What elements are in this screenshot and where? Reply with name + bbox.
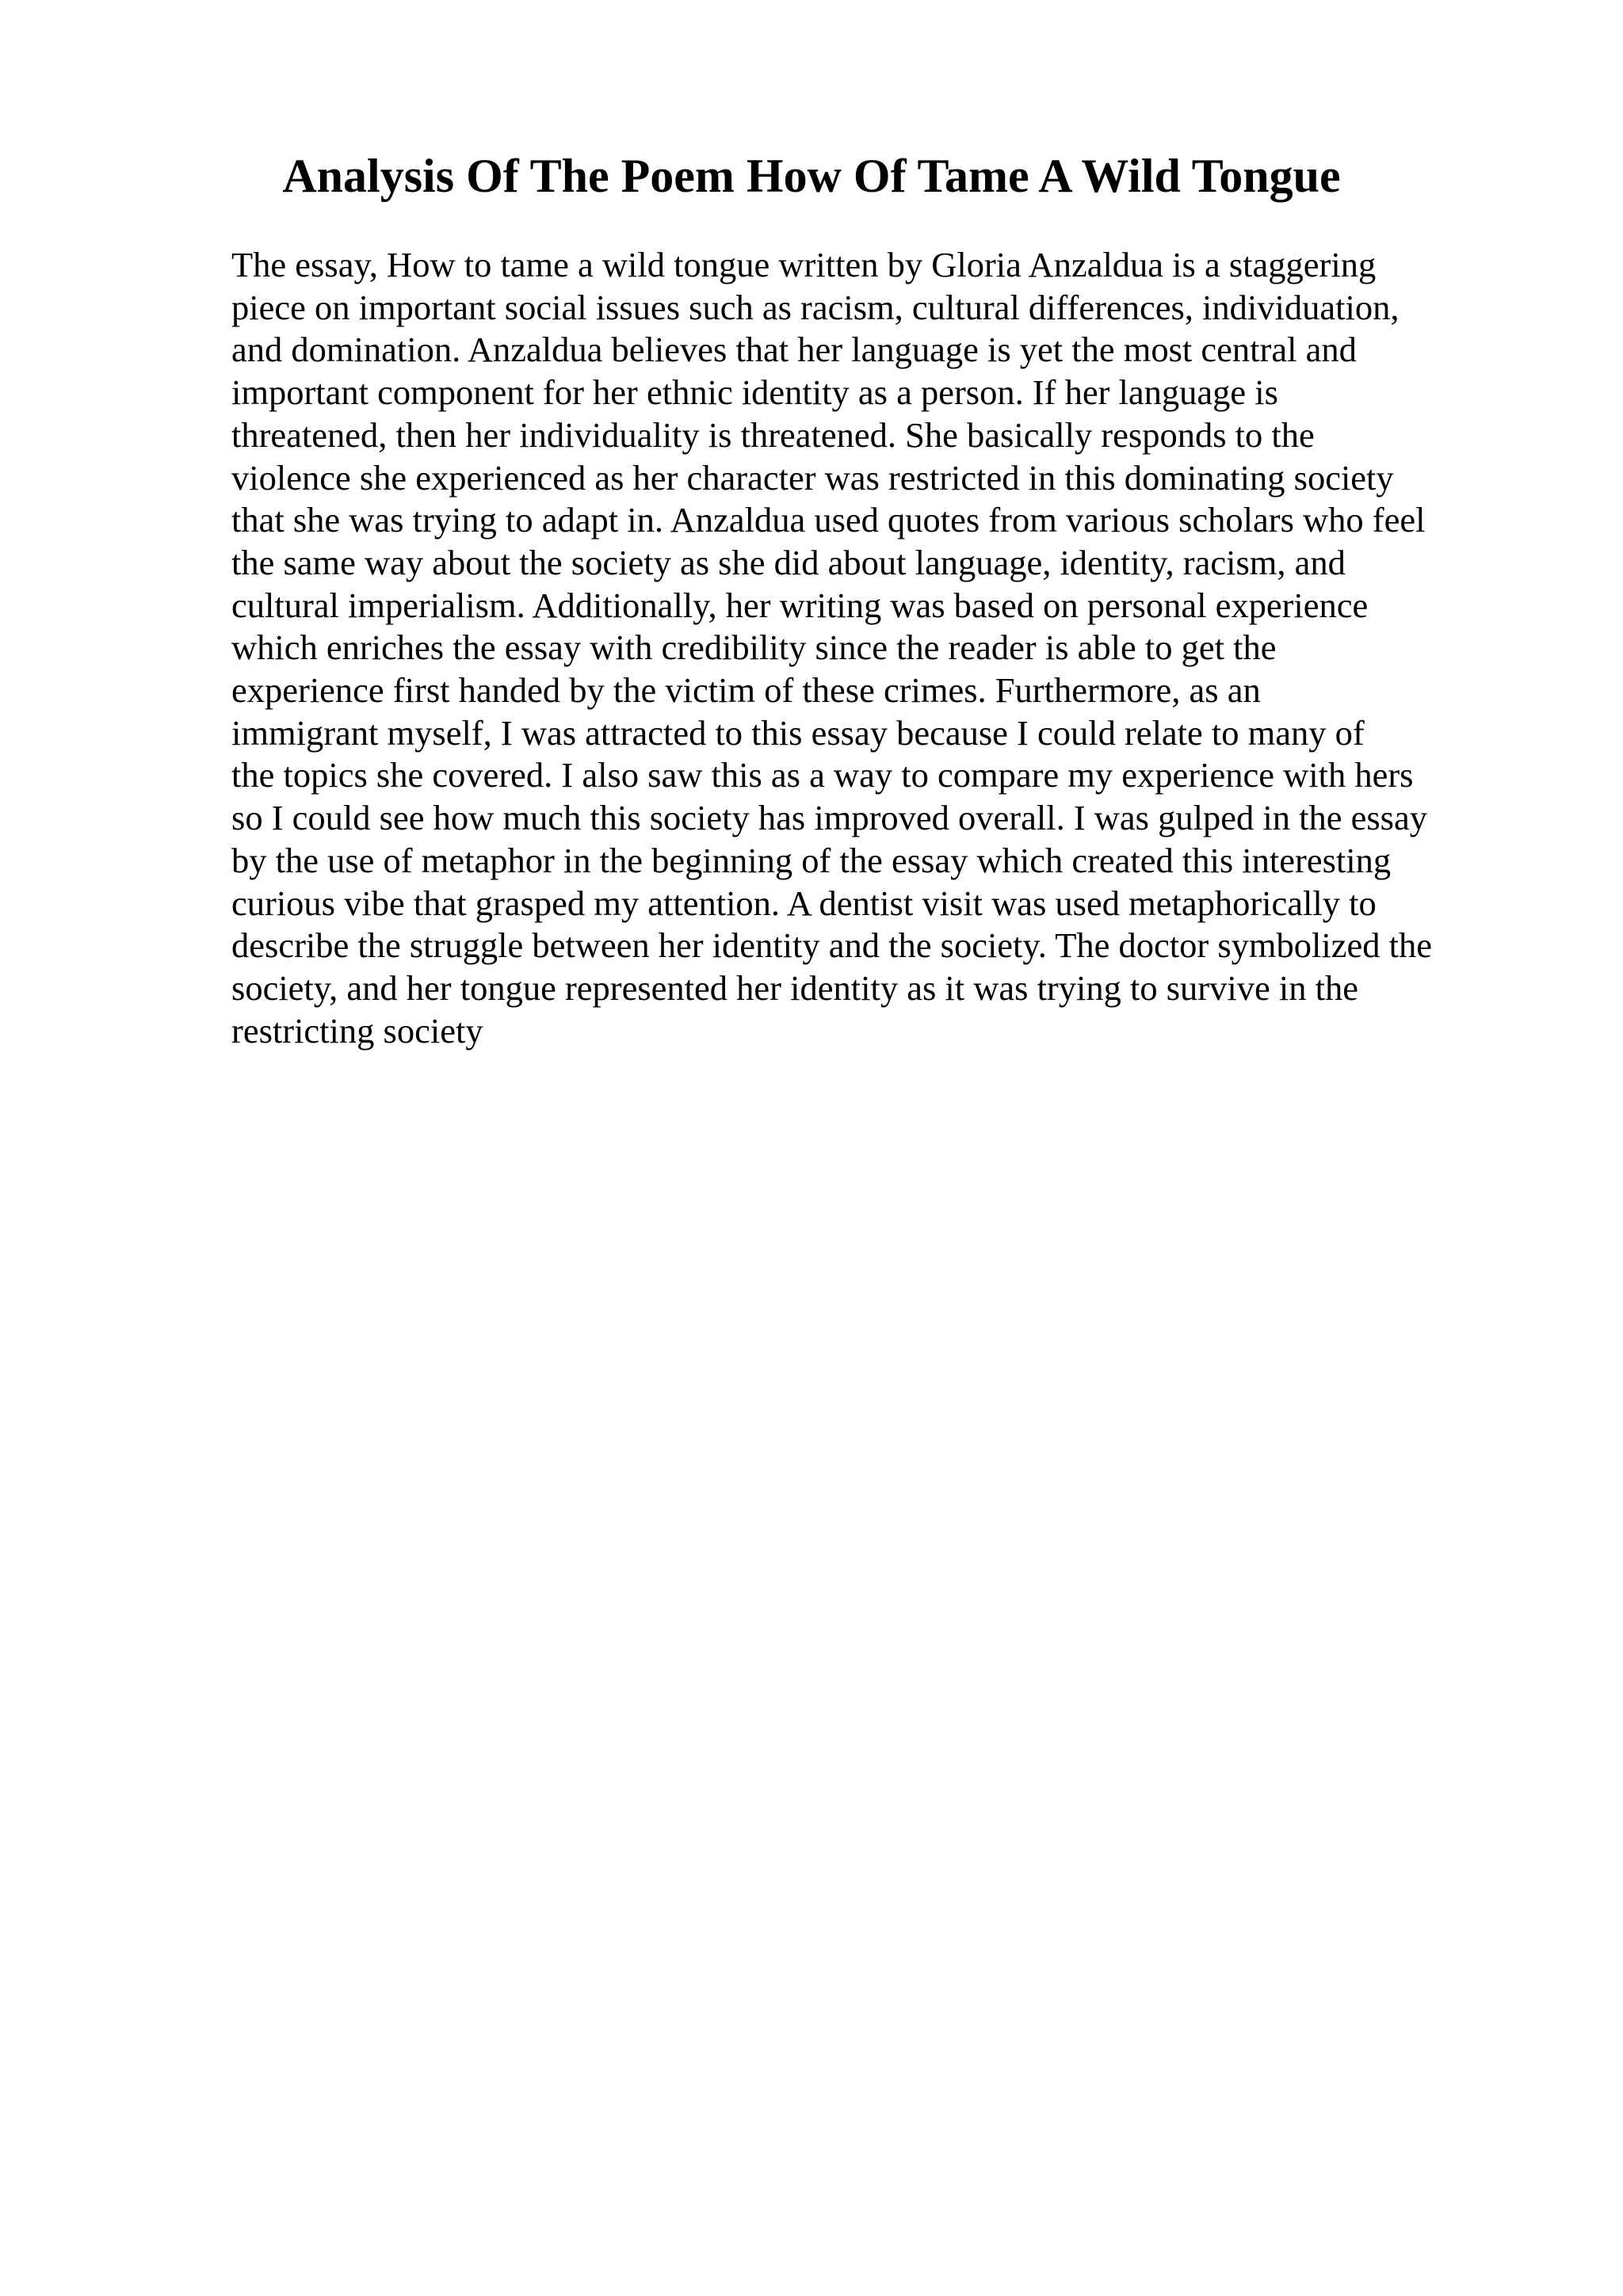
body-line: and domination. Anzaldua believes that her language is yet the most central and xyxy=(231,330,1357,370)
body-line: The essay, How to tame a wild tongue written by Gloria Anzaldua is a staggering xyxy=(231,245,1377,284)
body-line: important component for her ethnic identity as a person. If her language is xyxy=(231,372,1278,413)
body-line: society, and her tongue represented her identity as it was trying to survive in the xyxy=(231,967,1358,1008)
body-line: threatened, then her individuality is threatened. She basically responds to the xyxy=(231,414,1315,455)
body-line: experience first handed by the victim of these crimes. Furthermore, as an xyxy=(231,670,1261,711)
body-line: describe the struggle between her identity and the society. The doctor symbolized the xyxy=(231,925,1432,966)
body-line: restricting society xyxy=(231,1010,483,1051)
body-line: so I could see how much this society has improved overall. I was gulped in the essay xyxy=(231,798,1427,838)
body-line: violence she experienced as her character was restricted in this dominating society xyxy=(231,457,1394,498)
body-line: piece on important social issues such as racism, cultural differences, individuation, xyxy=(231,287,1400,327)
body-line: by the use of metaphor in the beginning of the essay which created this interesting xyxy=(231,840,1392,880)
body-line: that she was trying to adapt in. Anzaldua used quotes from various scholars who feel xyxy=(231,500,1426,540)
body-line: the same way about the society as she did about language, identity, racism, and xyxy=(231,542,1346,582)
document-body xyxy=(231,244,1515,1052)
document-title: Analysis Of The Poem How Of Tame A Wild Tongue xyxy=(282,150,1341,202)
body-line: which enriches the essay with credibility since the reader is able to get the xyxy=(231,627,1277,668)
body-line: immigrant myself, I was attracted to this essay because I could relate to many of xyxy=(231,712,1365,753)
body-line: cultural imperialism. Additionally, her writing was based on personal experience xyxy=(231,585,1369,625)
body-line: the topics she covered. I also saw this as a way to compare my experience with hers xyxy=(231,755,1414,795)
body-line: curious vibe that grasped my attention. A dentist visit was used metaphorically to xyxy=(231,883,1377,923)
